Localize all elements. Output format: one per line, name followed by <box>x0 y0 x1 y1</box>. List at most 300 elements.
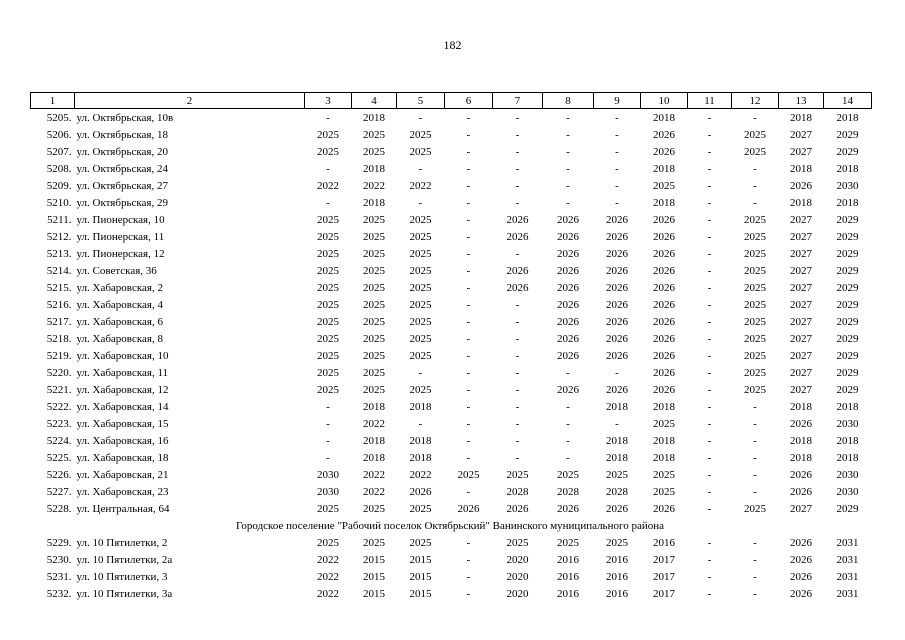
year-cell: 2018 <box>363 111 385 124</box>
year-cell: 2026 <box>606 213 628 226</box>
table-row <box>31 228 872 245</box>
year-cell: 2025 <box>363 128 385 141</box>
year-cell: 2026 <box>790 587 812 600</box>
address-cell: ул. Пионерская, 11 <box>76 230 165 243</box>
year-cell: 2026 <box>506 264 529 277</box>
table-row <box>31 398 872 415</box>
address-cell: ул. Хабаровская, 4 <box>76 298 163 311</box>
year-cell: 2020 <box>506 570 529 583</box>
year-cell: 2018 <box>790 162 812 175</box>
year-cell: 2025 <box>744 128 766 141</box>
year-cell: 2027 <box>790 281 812 294</box>
year-cell: - <box>615 366 619 379</box>
address-cell: ул. 10 Пятилетки, 3 <box>76 570 168 583</box>
year-cell: 2015 <box>409 587 432 600</box>
year-cell: 2026 <box>790 417 812 430</box>
year-cell: - <box>515 332 520 345</box>
year-cell: 2026 <box>506 213 529 226</box>
year-cell: - <box>753 434 757 447</box>
year-cell: - <box>418 196 423 209</box>
year-cell: - <box>707 230 712 243</box>
year-cell: - <box>707 485 712 498</box>
year-cell: 2022 <box>363 485 385 498</box>
year-cell: 2025 <box>317 145 339 158</box>
year-cell: 2030 <box>317 485 339 498</box>
year-cell: 2025 <box>409 145 432 158</box>
year-cell: 2018 <box>790 434 812 447</box>
row-number: 5206. <box>46 128 72 141</box>
schedule-table <box>30 92 872 602</box>
year-cell: 2025 <box>363 145 385 158</box>
column-header: 6 <box>445 93 493 109</box>
year-cell: 2025 <box>744 230 766 243</box>
year-cell: - <box>515 298 520 311</box>
year-cell: - <box>615 417 619 430</box>
year-cell: 2031 <box>836 553 859 566</box>
year-cell: - <box>466 349 471 362</box>
year-cell: 2026 <box>557 298 579 311</box>
year-cell: 2026 <box>653 383 675 396</box>
column-header: 2 <box>75 93 305 109</box>
address-cell: ул. 10 Пятилетки, 2а <box>76 553 173 566</box>
year-cell: 2026 <box>606 247 628 260</box>
table-row <box>31 126 872 143</box>
address-cell: ул. Хабаровская, 6 <box>76 315 163 328</box>
year-cell: 2030 <box>836 417 859 430</box>
year-cell: - <box>326 417 330 430</box>
year-cell: 2015 <box>363 570 385 583</box>
address-cell: ул. Хабаровская, 14 <box>76 400 169 413</box>
row-number: 5217. <box>46 315 72 328</box>
year-cell: 2029 <box>836 332 859 345</box>
year-cell: 2029 <box>836 349 859 362</box>
column-header: 4 <box>352 93 397 109</box>
year-cell: 2026 <box>790 570 812 583</box>
year-cell: 2025 <box>744 213 766 226</box>
year-cell: - <box>707 553 712 566</box>
year-cell: 2018 <box>409 434 432 447</box>
year-cell: - <box>753 451 757 464</box>
year-cell: 2025 <box>744 298 766 311</box>
year-cell: 2017 <box>653 587 675 600</box>
year-cell: 2015 <box>363 553 385 566</box>
year-cell: - <box>753 468 757 481</box>
address-cell: ул. Хабаровская, 15 <box>76 417 169 430</box>
year-cell: 2027 <box>790 145 812 158</box>
year-cell: - <box>466 128 471 141</box>
page-number: 182 <box>443 38 462 52</box>
year-cell: - <box>707 332 712 345</box>
year-cell: 2025 <box>409 298 432 311</box>
year-cell: 2016 <box>606 553 628 566</box>
year-cell: - <box>566 400 570 413</box>
year-cell: 2025 <box>317 298 339 311</box>
column-header: 1 <box>31 93 75 109</box>
year-cell: 2027 <box>790 213 812 226</box>
year-cell: 2022 <box>317 587 339 600</box>
year-cell: - <box>418 111 423 124</box>
column-header: 9 <box>594 93 641 109</box>
row-number: 5223. <box>46 417 72 430</box>
year-cell: 2025 <box>409 349 432 362</box>
year-cell: 2025 <box>457 468 480 481</box>
year-cell: 2025 <box>506 468 529 481</box>
year-cell: 2025 <box>363 366 385 379</box>
year-cell: - <box>707 111 712 124</box>
year-cell: - <box>466 281 471 294</box>
year-cell: 2025 <box>317 349 339 362</box>
row-number: 5218. <box>46 332 72 345</box>
row-number: 5231. <box>46 570 72 583</box>
year-cell: - <box>707 264 712 277</box>
year-cell: 2027 <box>790 230 812 243</box>
table-row <box>31 534 872 551</box>
year-cell: - <box>466 536 471 549</box>
year-cell: 2016 <box>557 587 579 600</box>
year-cell: 2025 <box>317 128 339 141</box>
year-cell: 2029 <box>836 366 859 379</box>
year-cell: 2026 <box>653 230 675 243</box>
year-cell: 2025 <box>744 264 766 277</box>
year-cell: 2018 <box>653 434 675 447</box>
year-cell: - <box>466 570 471 583</box>
year-cell: - <box>515 196 520 209</box>
row-number: 5215. <box>46 281 72 294</box>
year-cell: 2016 <box>606 570 628 583</box>
year-cell: 2026 <box>606 349 628 362</box>
address-cell: ул. Хабаровская, 11 <box>76 366 169 379</box>
year-cell: 2025 <box>744 332 766 345</box>
year-cell: 2022 <box>363 468 385 481</box>
year-cell: 2025 <box>409 502 432 515</box>
year-cell: 2025 <box>409 315 432 328</box>
row-number: 5225. <box>46 451 72 464</box>
year-cell: 2025 <box>317 264 339 277</box>
year-cell: 2026 <box>653 145 675 158</box>
address-cell: ул. 10 Пятилетки, 2 <box>76 536 168 549</box>
year-cell: 2026 <box>557 247 579 260</box>
year-cell: 2018 <box>790 111 812 124</box>
year-cell: 2029 <box>836 247 859 260</box>
year-cell: 2018 <box>836 111 859 124</box>
year-cell: 2028 <box>606 485 628 498</box>
year-cell: 2018 <box>606 400 628 413</box>
table-row <box>31 483 872 500</box>
section-header-row <box>31 517 872 534</box>
year-cell: - <box>515 162 520 175</box>
year-cell: 2026 <box>409 485 432 498</box>
year-cell: - <box>566 145 570 158</box>
address-cell: ул. Хабаровская, 16 <box>76 434 169 447</box>
row-number: 5219. <box>46 349 72 362</box>
year-cell: 2025 <box>653 417 675 430</box>
year-cell: 2025 <box>653 485 675 498</box>
year-cell: - <box>753 536 757 549</box>
year-cell: - <box>753 587 757 600</box>
row-number: 5212. <box>46 230 72 243</box>
year-cell: 2026 <box>653 281 675 294</box>
year-cell: 2025 <box>317 383 339 396</box>
year-cell: 2026 <box>790 468 812 481</box>
year-cell: 2025 <box>363 332 385 345</box>
year-cell: - <box>326 196 330 209</box>
year-cell: 2015 <box>363 587 385 600</box>
year-cell: 2026 <box>653 298 675 311</box>
year-cell: - <box>515 400 520 413</box>
year-cell: 2025 <box>744 502 766 515</box>
year-cell: 2026 <box>557 315 579 328</box>
year-cell: - <box>707 400 712 413</box>
year-cell: 2025 <box>317 332 339 345</box>
column-header: 10 <box>641 93 688 109</box>
year-cell: - <box>615 162 619 175</box>
table-row <box>31 194 872 211</box>
year-cell: 2025 <box>363 349 385 362</box>
column-header: 14 <box>824 93 872 109</box>
row-number: 5211. <box>47 213 72 226</box>
year-cell: 2026 <box>606 502 628 515</box>
address-cell: ул. Октябрьская, 29 <box>76 196 168 209</box>
year-cell: 2025 <box>409 247 432 260</box>
year-cell: 2018 <box>836 434 859 447</box>
year-cell: 2031 <box>836 536 859 549</box>
row-number: 5205. <box>46 111 72 124</box>
year-cell: - <box>466 417 471 430</box>
year-cell: 2022 <box>409 468 432 481</box>
table-row <box>31 211 872 228</box>
table-row <box>31 262 872 279</box>
year-cell: 2025 <box>744 383 766 396</box>
table-row <box>31 160 872 177</box>
year-cell: - <box>466 179 471 192</box>
address-cell: ул. Советская, 36 <box>76 264 157 277</box>
year-cell: - <box>753 553 757 566</box>
year-cell: 2018 <box>653 111 675 124</box>
year-cell: 2018 <box>653 400 675 413</box>
year-cell: - <box>707 587 712 600</box>
year-cell: 2028 <box>506 485 529 498</box>
year-cell: 2027 <box>790 349 812 362</box>
year-cell: 2022 <box>363 179 385 192</box>
year-cell: 2030 <box>836 485 859 498</box>
table-row <box>31 313 872 330</box>
year-cell: 2026 <box>653 349 675 362</box>
year-cell: 2025 <box>363 383 385 396</box>
year-cell: 2025 <box>744 315 766 328</box>
year-cell: 2025 <box>744 247 766 260</box>
year-cell: 2026 <box>457 502 480 515</box>
year-cell: - <box>326 111 330 124</box>
year-cell: 2026 <box>790 485 812 498</box>
table-row <box>31 432 872 449</box>
year-cell: 2026 <box>606 298 628 311</box>
year-cell: 2025 <box>557 536 579 549</box>
year-cell: - <box>707 434 712 447</box>
table-row <box>31 296 872 313</box>
year-cell: 2027 <box>790 264 812 277</box>
address-cell: ул. Хабаровская, 10 <box>76 349 169 362</box>
year-cell: 2018 <box>836 196 859 209</box>
year-cell: - <box>466 298 471 311</box>
row-number: 5227. <box>46 485 72 498</box>
year-cell: - <box>466 485 471 498</box>
year-cell: 2031 <box>836 570 859 583</box>
year-cell: 2025 <box>606 468 628 481</box>
year-cell: - <box>466 383 471 396</box>
year-cell: - <box>615 196 619 209</box>
row-number: 5220. <box>46 366 72 379</box>
table-row <box>31 415 872 432</box>
year-cell: 2025 <box>317 247 339 260</box>
year-cell: - <box>753 417 757 430</box>
year-cell: 2029 <box>836 145 859 158</box>
year-cell: 2025 <box>317 315 339 328</box>
year-cell: 2026 <box>557 502 579 515</box>
year-cell: - <box>707 213 712 226</box>
year-cell: - <box>615 128 619 141</box>
year-cell: 2026 <box>606 383 628 396</box>
year-cell: - <box>466 162 471 175</box>
year-cell: 2025 <box>363 536 385 549</box>
row-number: 5214. <box>46 264 72 277</box>
table-row <box>31 466 872 483</box>
year-cell: - <box>326 434 330 447</box>
year-cell: - <box>753 162 757 175</box>
table-row <box>31 551 872 568</box>
year-cell: 2025 <box>317 230 339 243</box>
year-cell: 2030 <box>317 468 339 481</box>
year-cell: 2016 <box>557 570 579 583</box>
address-cell: ул. Октябрьская, 10в <box>76 111 174 124</box>
year-cell: 2017 <box>653 570 675 583</box>
year-cell: - <box>707 536 712 549</box>
year-cell: 2025 <box>363 247 385 260</box>
year-cell: 2029 <box>836 315 859 328</box>
year-cell: 2026 <box>557 264 579 277</box>
row-number: 5222. <box>46 400 72 413</box>
year-cell: - <box>707 349 712 362</box>
address-cell: ул. Пионерская, 10 <box>76 213 165 226</box>
address-cell: ул. Октябрьская, 27 <box>76 179 168 192</box>
table-row <box>31 585 872 602</box>
year-cell: - <box>707 196 712 209</box>
year-cell: - <box>466 111 471 124</box>
row-number: 5209. <box>46 179 72 192</box>
year-cell: - <box>753 570 757 583</box>
year-cell: - <box>615 145 619 158</box>
year-cell: 2026 <box>653 315 675 328</box>
year-cell: 2026 <box>606 332 628 345</box>
year-cell: 2018 <box>363 451 385 464</box>
year-cell: 2020 <box>506 587 529 600</box>
year-cell: 2026 <box>790 179 812 192</box>
year-cell: - <box>466 264 471 277</box>
year-cell: 2029 <box>836 502 859 515</box>
table-row <box>31 364 872 381</box>
table-row <box>31 449 872 466</box>
year-cell: 2018 <box>363 400 385 413</box>
column-header: 13 <box>779 93 824 109</box>
year-cell: - <box>707 179 712 192</box>
year-cell: 2027 <box>790 502 812 515</box>
year-cell: 2025 <box>363 315 385 328</box>
year-cell: 2026 <box>557 332 579 345</box>
year-cell: 2025 <box>409 128 432 141</box>
year-cell: 2018 <box>363 196 385 209</box>
year-cell: 2025 <box>317 366 339 379</box>
year-cell: - <box>707 315 712 328</box>
year-cell: 2028 <box>557 485 579 498</box>
year-cell: 2026 <box>557 230 579 243</box>
year-cell: 2026 <box>790 536 812 549</box>
table-row <box>31 143 872 160</box>
year-cell: - <box>466 230 471 243</box>
year-cell: 2025 <box>653 468 675 481</box>
column-header: 3 <box>305 93 352 109</box>
year-cell: 2025 <box>409 281 432 294</box>
year-cell: - <box>707 366 712 379</box>
year-cell: 2026 <box>506 230 529 243</box>
column-header: 5 <box>397 93 445 109</box>
address-cell: ул. Хабаровская, 23 <box>76 485 169 498</box>
year-cell: 2029 <box>836 230 859 243</box>
year-cell: - <box>707 502 712 515</box>
table-row <box>31 381 872 398</box>
year-cell: - <box>326 451 330 464</box>
year-cell: 2027 <box>790 247 812 260</box>
year-cell: - <box>753 485 757 498</box>
year-cell: 2027 <box>790 315 812 328</box>
year-cell: - <box>707 128 712 141</box>
year-cell: 2029 <box>836 264 859 277</box>
year-cell: 2025 <box>409 264 432 277</box>
year-cell: - <box>515 417 520 430</box>
year-cell: - <box>707 298 712 311</box>
year-cell: - <box>515 434 520 447</box>
table-row <box>31 568 872 585</box>
year-cell: 2025 <box>363 281 385 294</box>
year-cell: - <box>515 315 520 328</box>
table-row <box>31 109 872 127</box>
year-cell: - <box>566 179 570 192</box>
year-cell: 2022 <box>363 417 385 430</box>
year-cell: 2025 <box>363 230 385 243</box>
year-cell: 2025 <box>317 502 339 515</box>
year-cell: 2025 <box>317 213 339 226</box>
year-cell: 2027 <box>790 383 812 396</box>
row-number: 5208. <box>46 162 72 175</box>
year-cell: 2026 <box>606 281 628 294</box>
year-cell: 2025 <box>744 366 766 379</box>
year-cell: 2025 <box>317 536 339 549</box>
address-cell: ул. Хабаровская, 18 <box>76 451 169 464</box>
row-number: 5229. <box>46 536 72 549</box>
year-cell: 2025 <box>409 383 432 396</box>
year-cell: - <box>466 196 471 209</box>
year-cell: 2029 <box>836 298 859 311</box>
year-cell: 2026 <box>506 502 529 515</box>
year-cell: 2026 <box>653 128 675 141</box>
year-cell: - <box>515 451 520 464</box>
year-cell: 2026 <box>557 383 579 396</box>
year-cell: 2026 <box>606 315 628 328</box>
year-cell: - <box>707 162 712 175</box>
address-cell: ул. Хабаровская, 8 <box>76 332 163 345</box>
year-cell: 2018 <box>836 162 859 175</box>
year-cell: - <box>707 383 712 396</box>
year-cell: 2016 <box>557 553 579 566</box>
year-cell: 2025 <box>317 281 339 294</box>
